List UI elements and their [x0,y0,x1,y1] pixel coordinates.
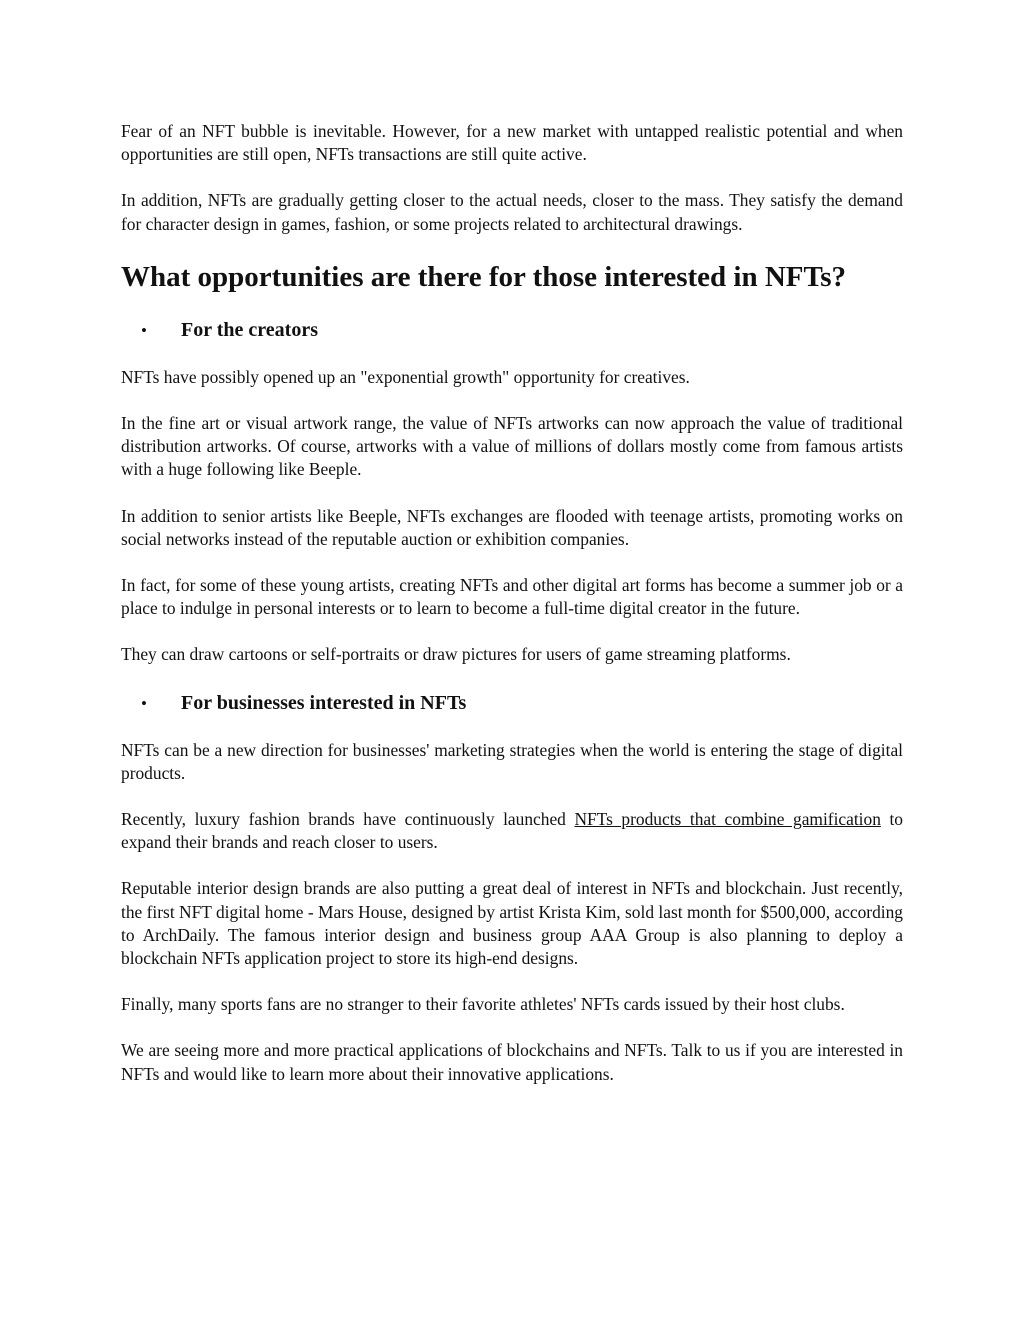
paragraph-luxury-fashion [121,808,903,854]
paragraph-fine-art: In the fine art or visual artwork range, the value of NFTs artworks can now approach the value of traditional distribution artworks. Of course, artworks with a value of millions of dollars mostly come from famous artists with a huge following like Beeple. [121,413,903,480]
bullet-creators-label: For the creators [181,318,318,341]
luxury-fashion-text-start: Recently, luxury fashion brands have continuously launched [121,809,575,830]
paragraph-interior-design: Reputable interior design brands are also putting a great deal of interest in NFTs and blockchain. Just recently, the first NFT digital home - Mars House, designed by artist Krista Kim, sold last month for $500,000, according to ArchDaily. The famous interior design and business group AAA Group is also planning to deploy a blockchain NFTs application project to store its high-end designs. [121,878,903,969]
bullet-businesses-label: For businesses interested in NFTs [181,691,467,714]
paragraph-cartoons: They can draw cartoons or self-portraits or draw pictures for users of game streaming platforms. [121,644,791,665]
paragraph-senior-artists: In addition to senior artists like Beeple, NFTs exchanges are flooded with teenage artists, promoting works on social networks instead of the reputable auction or exhibition companies. [121,505,903,549]
bullet-marker: • [141,693,147,713]
section-heading: What opportunities are there for those interested in NFTs? [121,260,846,293]
document-page [121,120,903,1109]
luxury-fashion-text-end: to expand their brands and reach closer to users. [121,809,903,853]
bullet-businesses [121,690,903,717]
bullet-creators [121,317,903,344]
bullet-marker: • [141,320,147,340]
paragraph-actual-needs: In addition, NFTs are gradually getting closer to the actual needs, closer to the mass. They satisfy the demand for character design in games, fashion, or some projects related to architectural drawings. [121,190,903,234]
paragraph-talk-to-us: We are seeing more and more practical applications of blockchains and NFTs. Talk to us if you are interested in NFTs and would like to learn more about their innovative applications. [121,1040,903,1084]
nfts-gamification-link[interactable]: NFTs products that combine gamification [574,809,881,830]
paragraph-young-artists: In fact, for some of these young artists, creating NFTs and other digital art forms has become a summer job or a place to indulge in personal interests or to learn to become a full-time digital creator in the future. [121,575,903,619]
paragraph-exponential-growth: NFTs have possibly opened up an "exponential growth" opportunity for creatives. [121,366,690,387]
paragraph-sports-fans: Finally, many sports fans are no stranger to their favorite athletes' NFTs cards issued by their host clubs. [121,994,845,1015]
paragraph-marketing: NFTs can be a new direction for businesses' marketing strategies when the world is entering the stage of digital products. [121,739,903,783]
paragraph-nft-bubble: Fear of an NFT bubble is inevitable. However, for a new market with untapped realistic potential and when opportunities are still open, NFTs transactions are still quite active. [121,121,903,165]
